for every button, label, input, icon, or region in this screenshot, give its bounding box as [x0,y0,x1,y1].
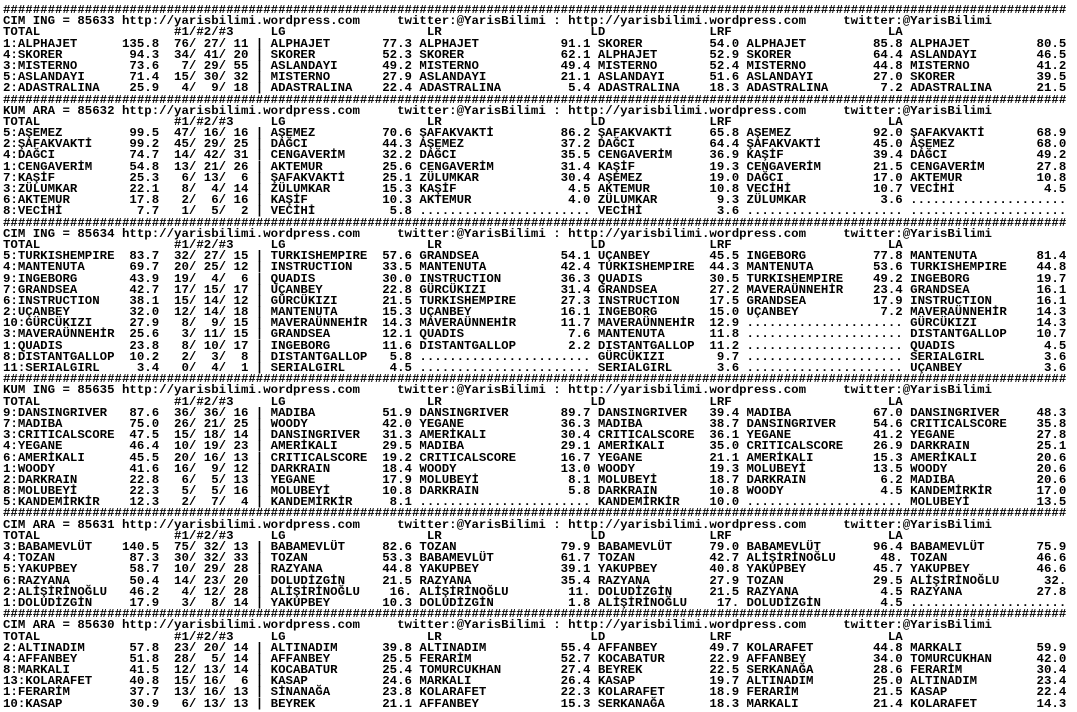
data-row-line: 11:SERIALGIRL 3.4 0/ 4/ 1 | SERIALGIRL 4.5 ....................... SERIALGIRL 3.6 ..................... UÇANBEY 3.6 [3,361,1067,375]
data-row-line: 3:BABAMEVLÜT 140.5 75/ 32/ 13 | BABAMEVLÜT 82.6 TOZAN 79.9 BABAMEVLÜT 79.0 BABAMEVLÜT 96.4 BABAMEVLÜT 75.9 [3,540,1067,554]
data-row-line: 8:MOLUBEYİ 22.3 5/ 5/ 16 | MOLUBEYİ 10.8 DARKRAIN 5.8 DARKRAIN 10.8 WOODY 4.5 KANDEMİRKİR 17.0 [3,484,1067,499]
data-row-line: 9:INGEBORG 43.9 19/ 4/ 6 | QUADIS 30.0 INSTRUCTION 36.3 QUADIS 30.5 TURKISHEMPIRE 49.2 INGEBORG 19.7 [3,271,1067,286]
block-title-line: CIM ARA = 85630 http://yarisbilimi.wordpress.com twitter:@YarisBilimi : http://yarisbilimi.wordpress.com twitter:@YarisBilimi [3,618,992,633]
data-row-line: 4:MANTENUTA 69.7 20/ 25/ 12 | INSTRUCTION 33.5 MANTENUTA 42.4 TURKISHEMPIRE 44.3 MANTENUTA 53.6 TURKISHEMPIRE 44.8 [3,260,1067,275]
block-title-line: CIM ARA = 85631 http://yarisbilimi.wordpress.com twitter:@YarisBilimi : http://yarisbilimi.wordpress.com twitter:@YarisBilimi [3,517,992,532]
data-row-line: 2:ALİŞİRİNOĞLU 46.2 4/ 12/ 28 | ALİŞİRİNOĞLU 16. ALİŞİRİNOĞLU 11. DOLUDİZGİN 21.5 RAZYANA 4.5 RAZYANA 27.8 [3,584,1067,599]
separator-line: ############################################################################################################################################### [3,215,1067,230]
data-row-line: 4:TOZAN 87.3 30/ 32/ 33 | TOZAN 53.3 BABAMEVLÜT 61.7 TOZAN 42.7 ALİŞİRİNOĞLU 48. TOZAN 46.6 [3,551,1067,566]
data-row-line: 5:AŞEMEZ 99.5 47/ 16/ 16 | AŞEMEZ 70.6 ŞAFAKVAKTİ 86.2 ŞAFAKVAKTİ 65.8 AŞEMEZ 92.0 ŞAFAKVAKTİ 68.9 [3,126,1067,141]
separator-line: ############################################################################################################################################### [3,92,1067,107]
column-header-line: TOTAL #1/#2/#3 LG LR LD LRF LA [3,25,1067,40]
data-row-line: 2:UÇANBEY 32.0 12/ 14/ 18 | MANTENUTA 15.3 UÇANBEY 16.1 INGEBORG 15.0 UÇANBEY 7.2 MAVERAÜNNEHİR 14.3 [3,305,1067,320]
data-row-line: 1:QUADIS 23.8 8/ 10/ 17 | INGEBORG 11.6 DISTANTGALLOP 2.2 DISTANTGALLOP 11.2 ..................... QUADIS 4.5 [3,338,1067,353]
data-row-line: 5:KANDEMİRKİR 12.3 2/ 7/ 4 | KANDEMİRKİR 8.1 ....................... KANDEMİRKİR 10.0 ..................... MOLUBEYİ 13.5 [3,495,1067,510]
report-body [3,5,1077,710]
data-row-line: 4:AFFANBEY 51.8 28/ 5/ 14 | AFFANBEY 25.5 FERARİM 52.7 KOCABATUR 22.9 AFFANBEY 34.0 TOMURCUKHAN 42.0 [3,651,1067,666]
data-row-line: 4:DAĞCI 74.7 14/ 42/ 31 | CENGAVERİM 32.2 DAĞCI 35.5 CENGAVERİM 36.9 KAŞİF 39.4 DAĞCI 49.2 [3,148,1067,163]
data-row-line: 2:DARKRAIN 22.8 6/ 5/ 13 | YEGANE 17.9 MOLUBEYİ 8.1 MOLUBEYİ 18.7 DARKRAIN 6.2 MADIBA 20.6 [3,472,1067,487]
data-row-line: 10:KASAP 30.9 6/ 13/ 13 | BEYREK 21.1 AFFANBEY 15.3 SERKANAĞA 18.3 MARKALI 21.4 KOLARAFET 14.3 [3,696,1067,711]
data-row-line: 5:ASLANDAYI 71.4 15/ 30/ 32 | MISTERNO 27.9 ASLANDAYI 21.1 ASLANDAYI 51.6 ASLANDAYI 27.0 SKORER 39.5 [3,70,1067,85]
data-row-line: 1:CENGAVERİM 54.8 13/ 21/ 26 | AKTEMUR 25.6 CENGAVERİM 31.4 KAŞİF 19.3 CENGAVERİM 21.5 CENGAVERİM 27.8 [3,159,1067,174]
data-row-line: 7:MADIBA 75.0 26/ 21/ 25 | WOODY 42.0 YEGANE 36.3 MADIBA 38.7 DANSINGRIVER 54.6 CRITICALSCORE 35.8 [3,416,1067,431]
data-row-line: 2:ALTINADIM 57.8 23/ 20/ 14 | ALTINADIM 39.8 ALTINADIM 55.4 AFFANBEY 49.7 KOLARAFET 44.8 MARKALI 59.9 [3,640,1067,655]
column-header-line: TOTAL #1/#2/#3 LG LR LD LRF LA [3,237,1067,252]
data-row-line: 5:TURKISHEMPIRE 83.7 32/ 27/ 15 | TURKISHEMPIRE 57.6 GRANDSEA 54.1 UÇANBEY 45.5 INGEBORG 77.8 MANTENUTA 81.4 [3,249,1067,264]
data-row-line: 4:SKORER 94.3 34/ 41/ 20 | SKORER 52.3 SKORER 62.1 ALPHAJET 52.9 SKORER 64.4 ASLANDAYI 46.5 [3,47,1067,62]
data-row-line: 1:FERARİM 37.7 13/ 16/ 13 | SİNANAĞA 23.8 KOLARAFET 22.3 KOLARAFET 18.9 FERARİM 21.5 KASAP 22.4 [3,685,1067,700]
block-title-line: CIM ING = 85633 http://yarisbilimi.wordpress.com twitter:@YarisBilimi : http://yarisbilimi.wordpress.com twitter:@YarisBilimi [3,14,992,29]
data-row-line: 2:ADASTRALINA 25.9 4/ 9/ 18 | ADASTRALINA 22.4 ADASTRALINA 5.4 ADASTRALINA 18.3 ADASTRALINA 7.2 ADASTRALINA 21.5 [3,81,1067,96]
column-header-line: TOTAL #1/#2/#3 LG LR LD LRF LA [3,394,1067,409]
data-row-line: 8:VECİHİ 7.7 1/ 5/ 2 | VECİHİ 5.8 ....................... VECİHİ 3.6 ..................... ..................... [3,204,1067,219]
data-row-line: 3:MAVERAÜNNEHİR 25.6 3/ 11/ 15 | GRANDSEA 12.1 QUADIS 7.6 MANTENUTA 11.8 ..................... DISTANTGALLOP 10.7 [3,327,1067,342]
block-title-line: KUM ARA = 85632 http://yarisbilimi.wordpress.com twitter:@YarisBilimi : http://yarisbilimi.wordpress.com twitter:@YarisBilimi [3,103,992,118]
data-row-line: 6:INSTRUCTION 38.1 15/ 14/ 12 | GÜRCÜKIZI 21.5 TURKISHEMPIRE 27.3 INSTRUCTION 17.5 GRANDSEA 17.9 INSTRUCTION 16.1 [3,293,1067,308]
separator-line: ############################################################################################################################################### [3,506,1067,521]
data-row-line: 7:KAŞİF 25.3 6/ 13/ 6 | ŞAFAKVAKTİ 25.1 ZÜLUMKAR 30.4 AŞEMEZ 19.0 DAĞCI 17.0 AKTEMUR 10.8 [3,170,1067,185]
column-header-line: TOTAL #1/#2/#3 LG LR LD LRF LA [3,114,1067,129]
separator-line: ############################################################################################################################################### [3,3,1067,17]
data-row-line: 1:DOLUDİZGİN 17.9 3/ 8/ 14 | YAKUPBEY 10.3 DOLUDİZGİN 1.8 ALİŞİRİNOĞLU 17. DOLUDİZGİN 4.5 ..................... [3,595,1067,610]
data-row-line: 5:YAKUPBEY 58.7 10/ 29/ 28 | RAZYANA 44.8 YAKUPBEY 39.1 YAKUPBEY 40.8 YAKUPBEY 45.7 YAKUPBEY 46.6 [3,562,1067,577]
data-row-line: 8:DISTANTGALLOP 10.2 2/ 3/ 8 | DISTANTGALLOP 5.8 ....................... GÜRCÜKIZI 9.7 ..................... SERIALGIRL 3.6 [3,349,1067,364]
separator-line: ############################################################################################################################################### [3,607,1067,622]
data-row-line: 2:ŞAFAKVAKTİ 99.2 45/ 29/ 25 | DAĞCI 44.3 AŞEMEZ 37.2 DAĞCI 64.4 ŞAFAKVAKTİ 45.0 AŞEMEZ 68.0 [3,137,1067,152]
block-title-line: CIM ING = 85634 http://yarisbilimi.wordpress.com twitter:@YarisBilimi : http://yarisbilimi.wordpress.com twitter:@YarisBilimi [3,226,992,241]
column-header-line: TOTAL #1/#2/#3 LG LR LD LRF LA [3,629,1067,644]
data-row-line: 6:AKTEMUR 17.8 2/ 6/ 16 | KAŞİF 10.3 AKTEMUR 4.0 ZÜLUMKAR 9.3 ZÜLUMKAR 3.6 ..................... [3,193,1067,208]
data-row-line: 9:DANSINGRIVER 87.6 36/ 36/ 16 | MADIBA 51.9 DANSINGRIVER 89.7 DANSINGRIVER 39.4 MADIBA 67.0 DANSINGRIVER 48.3 [3,405,1067,420]
separator-line: ############################################################################################################################################### [3,372,1067,387]
data-row-line: 10:GÜRCÜKIZI 27.9 8/ 9/ 15 | MAVERAÜNNEHİR 14.3 MAVERAÜNNEHİR 11.7 MAVERAÜNNEHİR 12.9 ..................... GÜRCÜKIZI 14.3 [3,316,1067,331]
data-row-line: 3:ZÜLUMKAR 22.1 8/ 4/ 14 | ZÜLUMKAR 15.3 KAŞİF 4.5 AKTEMUR 10.8 VECİHİ 10.7 VECİHİ 4.5 [3,182,1067,196]
data-row-line: 7:GRANDSEA 42.7 17/ 15/ 17 | UÇANBEY 22.8 GÜRCÜKIZI 31.4 GRANDSEA 27.2 MAVERAÜNNEHİR 23.4 GRANDSEA 16.1 [3,282,1067,297]
data-row-line: 6:RAZYANA 50.4 14/ 23/ 20 | DOLUDİZGİN 21.5 RAZYANA 35.4 RAZYANA 27.9 TOZAN 29.5 ALİŞİRİNOĞLU 32. [3,573,1067,588]
data-row-line: 4:YEGANE 46.4 10/ 19/ 23 | AMERİKALI 29.5 MADIBA 29.1 AMERİKALI 35.0 CRITICALSCORE 26.9 DARKRAIN 25.1 [3,439,1067,454]
data-row-line: 3:MISTERNO 73.6 7/ 29/ 55 | ASLANDAYI 49.2 MISTERNO 49.4 MISTERNO 52.4 MISTERNO 44.8 MISTERNO 41.2 [3,58,1067,73]
data-row-line: 13:KOLARAFET 40.8 15/ 16/ 6 | KASAP 24.6 MARKALI 26.4 KASAP 19.7 ALTINADIM 25.0 ALTINADIM 23.4 [3,674,1067,689]
data-row-line: 6:AMERİKALI 45.5 20/ 16/ 13 | CRITICALSCORE 19.2 CRITICALSCORE 16.7 YEGANE 21.1 AMERİKALI 15.3 AMERİKALI 20.6 [3,450,1067,465]
data-row-line: 1:WOODY 41.6 16/ 9/ 12 | DARKRAIN 18.4 WOODY 13.0 WOODY 19.3 MOLUBEYİ 13.5 WOODY 20.6 [3,461,1067,476]
data-row-line: 1:ALPHAJET 135.8 76/ 27/ 11 | ALPHAJET 77.3 ALPHAJET 91.1 SKORER 54.0 ALPHAJET 85.8 ALPHAJET 80.5 [3,36,1067,51]
data-row-line: 3:CRITICALSCORE 47.5 15/ 18/ 14 | DANSINGRIVER 31.3 AMERİKALI 30.4 CRITICALSCORE 36.1 YEGANE 41.2 YEGANE 27.8 [3,428,1067,443]
block-title-line: KUM ING = 85635 http://yarisbilimi.wordpress.com twitter:@YarisBilimi : http://yarisbilimi.wordpress.com twitter:@YarisBilimi [3,383,992,398]
column-header-line: TOTAL #1/#2/#3 LG LR LD LRF LA [3,528,1067,543]
data-row-line: 8:MARKALI 41.5 12/ 13/ 14 | KOCABATUR 25.4 TOMURCUKHAN 27.4 BEYREK 22.5 SERKANAĞA 28.6 FERARİM 30.4 [3,663,1067,678]
